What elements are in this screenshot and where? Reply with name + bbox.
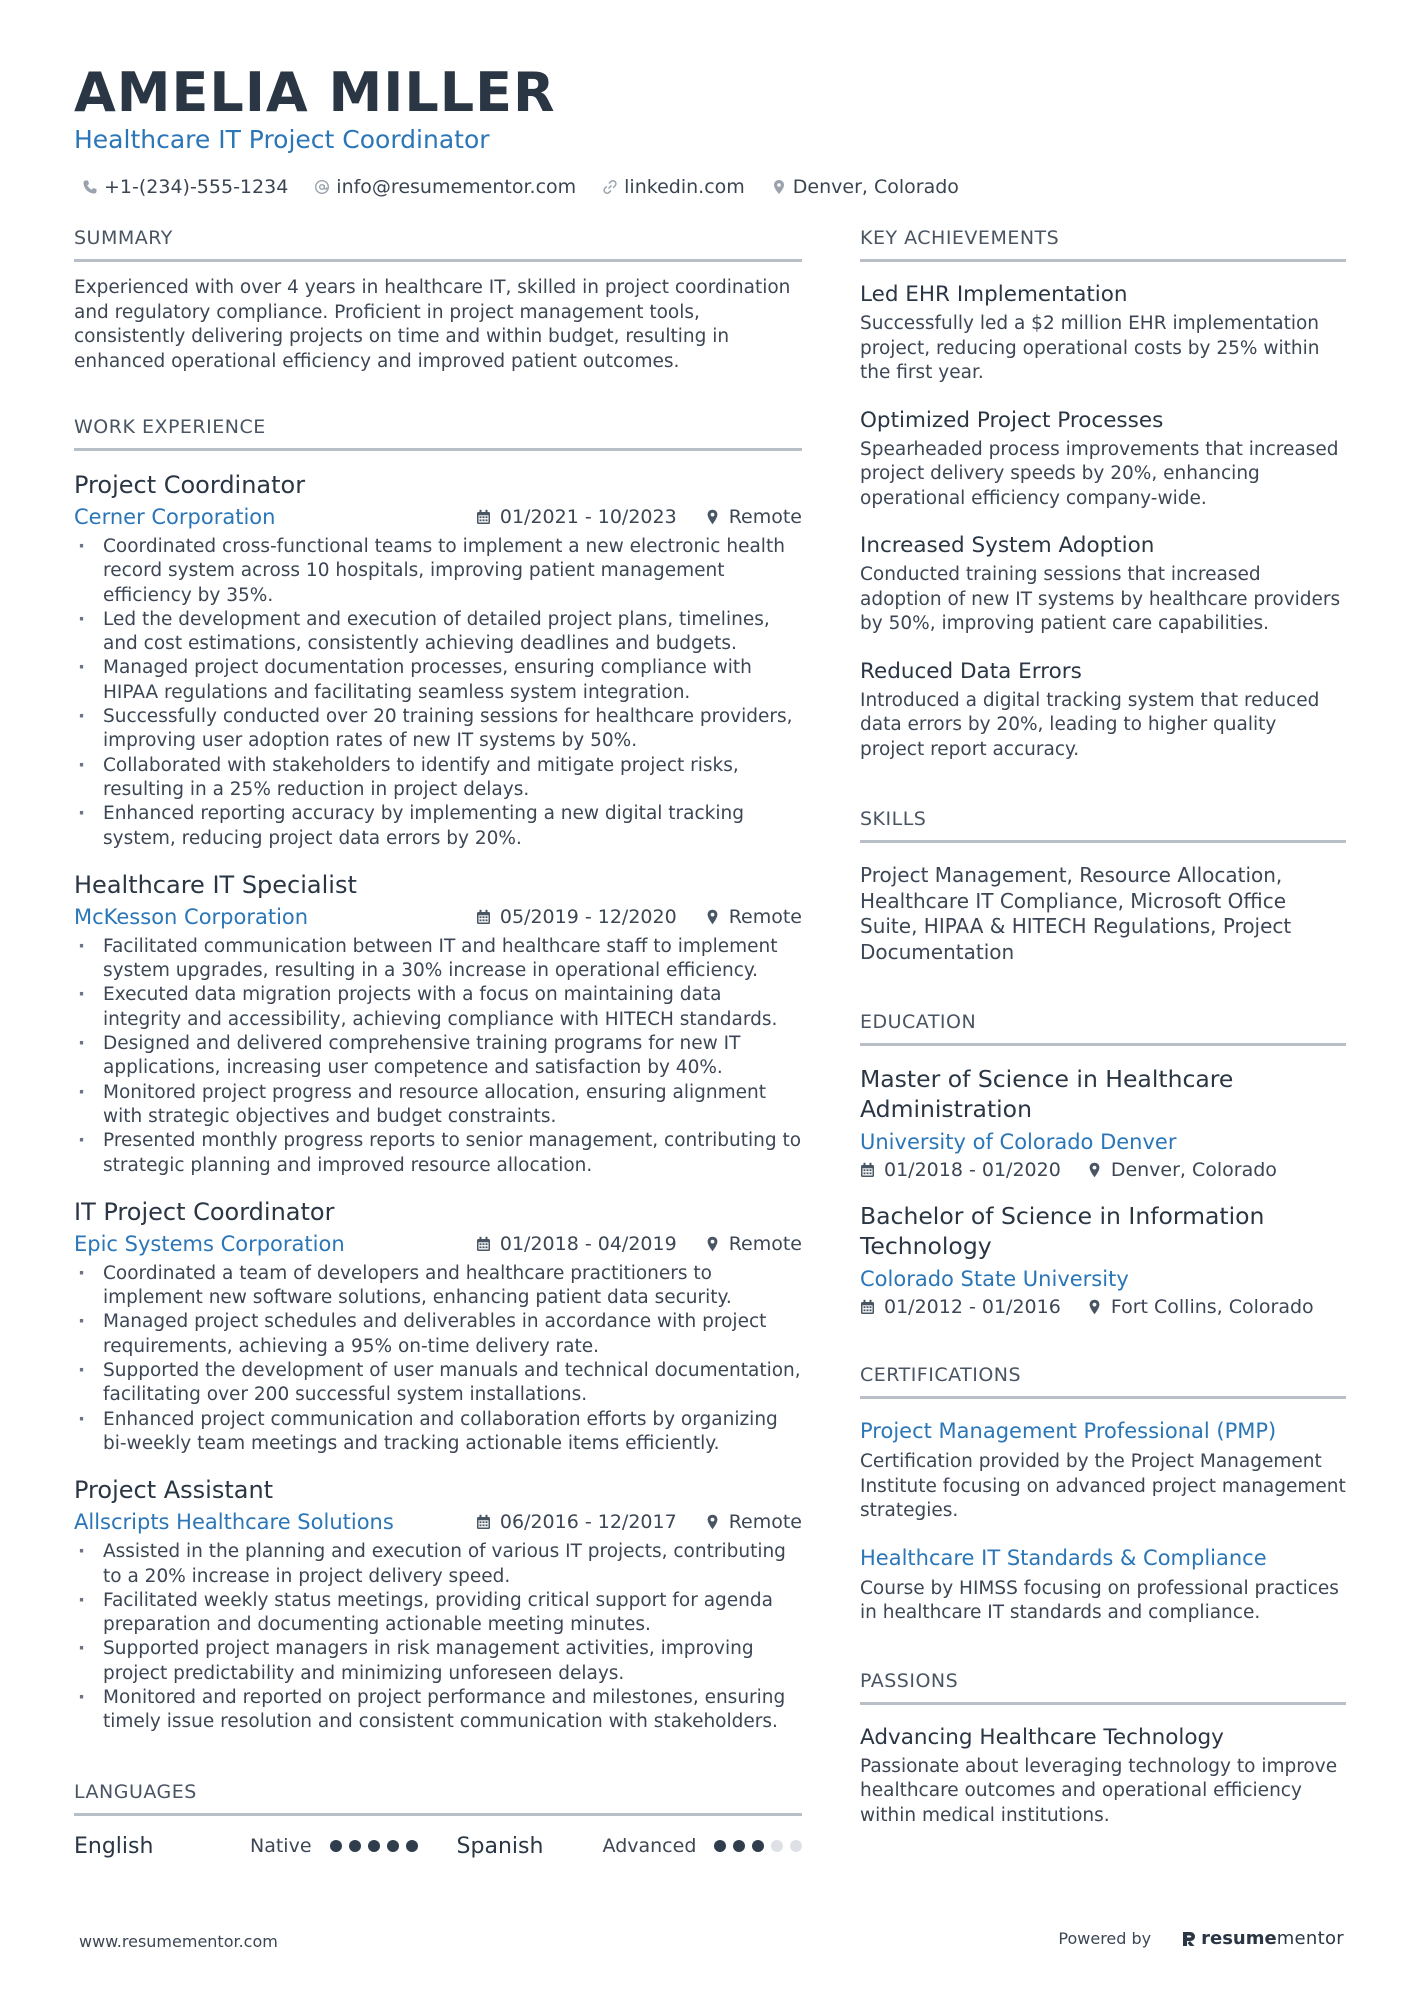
job-dates-text: 05/2019 - 12/2020 — [499, 905, 677, 928]
job-bullet: · Coordinated cross-functional teams to implement a new electronic health record system across 10 hospitals, improving patient management efficiency by 35%. — [74, 535, 802, 608]
phone-text: +1-(234)-555-1234 — [104, 176, 289, 198]
job-bullet: · Successfully conducted over 20 training sessions for healthcare providers, improving user adoption rates of new IT systems by 50%. — [74, 705, 802, 754]
achievement-title: Led EHR Implementation — [860, 282, 1128, 307]
job-meta-row — [74, 1508, 802, 1536]
job-location-text: Remote — [728, 905, 802, 928]
contact-bar — [82, 176, 1344, 198]
job-meta — [476, 1511, 802, 1533]
certification-list — [860, 1417, 1346, 1626]
company-name: McKesson Corporation — [74, 904, 309, 929]
job-bullet: · Executed data migration projects with a focus on maintaining data integrity and accessibility, achieving compliance with HITECH standards. — [74, 983, 802, 1032]
language-name: English — [74, 1833, 154, 1859]
education-location-text: Denver, Colorado — [1110, 1159, 1277, 1181]
education-location-text: Fort Collins, Colorado — [1110, 1296, 1314, 1318]
right-column — [860, 225, 1346, 1828]
job-list — [74, 469, 802, 1735]
job-dates — [476, 1233, 677, 1255]
job-meta-row — [74, 903, 802, 931]
passion-name: Advancing Healthcare Technology — [860, 1724, 1224, 1750]
job-bullet: · Assisted in the planning and execution of various IT projects, contributing to a 20% increase in project delivery speed. — [74, 1540, 802, 1589]
certifications-heading: CERTIFICATIONS — [860, 1362, 1346, 1399]
job-bullet: · Enhanced reporting accuracy by implementing a new digital tracking system, reducing project data errors by 20%. — [74, 802, 802, 851]
location-text: Denver, Colorado — [792, 176, 959, 198]
achievement-title: Reduced Data Errors — [860, 658, 1082, 684]
certification-name: Project Management Professional (PMP) — [860, 1419, 1277, 1443]
contact-linkedin — [602, 176, 745, 198]
calendar-icon — [476, 509, 491, 525]
job-meta — [476, 506, 802, 528]
job-dates-text: 01/2018 - 04/2019 — [499, 1232, 677, 1255]
certification-item — [860, 1544, 1346, 1626]
job-dates-text: 06/2016 - 12/2017 — [499, 1511, 677, 1534]
job-meta-row — [74, 1230, 802, 1258]
contact-phone — [82, 176, 288, 198]
degree-name: Bachelor of Science in Information Technology — [860, 1202, 1265, 1260]
proficiency-dot — [368, 1840, 380, 1852]
powered-by-label: Powered by — [1058, 1929, 1152, 1948]
location-pin-icon — [771, 179, 787, 195]
proficiency-dot — [349, 1840, 361, 1852]
contact-email — [314, 176, 576, 198]
job-bullet: · Presented monthly progress reports to senior management, contributing to strategic planning and improved resource allocation. — [74, 1129, 802, 1178]
calendar-icon — [860, 1299, 875, 1315]
proficiency-dots — [330, 1840, 425, 1852]
job-bullet: · Led the development and execution of detailed project plans, timelines, and cost estimations, consistently achieving deadlines and budgets. — [74, 608, 802, 657]
summary-text: Experienced with over 4 years in healthcare IT, skilled in project coordination and regulatory compliance. Proficient in project management tools, consistently delivering projects on time and within budget, resulting in enhanced operational efficiency and improved patient outcomes. — [74, 277, 791, 372]
job-bullet: · Supported project managers in risk management activities, improving project predictability and minimizing unforeseen delays. — [74, 1637, 802, 1686]
job-bullet: · Supported the development of user manuals and technical documentation, facilitating over 200 successful system installations. — [74, 1359, 802, 1408]
at-icon — [314, 179, 330, 195]
languages-heading: LANGUAGES — [74, 1779, 802, 1816]
location-pin-icon — [1087, 1162, 1102, 1178]
job-location-text: Remote — [728, 1511, 802, 1534]
job-bullet: · Monitored and reported on project performance and milestones, ensuring timely issue resolution and consistent communication with stakeholders. — [74, 1686, 802, 1735]
left-column — [74, 225, 802, 1859]
achievement-item — [860, 531, 1346, 637]
proficiency-dot — [733, 1840, 745, 1852]
job-entry — [74, 1196, 802, 1456]
calendar-icon — [476, 909, 491, 925]
location-pin-icon — [705, 1514, 720, 1530]
job-location — [705, 906, 802, 928]
job-meta — [476, 1233, 802, 1255]
job-bullet: · Designed and delivered comprehensive training programs for new IT applications, increasing user competence and satisfaction by 40%. — [74, 1032, 802, 1081]
job-title: Healthcare IT Specialist — [74, 870, 357, 899]
certification-item — [860, 1417, 1346, 1524]
language-name: Spanish — [456, 1833, 544, 1859]
company-name: Cerner Corporation — [74, 505, 276, 529]
certification-desc: Certification provided by the Project Management Institute focusing on advanced project management strategies. — [860, 1451, 1346, 1521]
job-bullet: · Enhanced project communication and collaboration efforts by organizing bi-weekly team meetings and tracking actionable items efficiently. — [74, 1408, 802, 1457]
job-bullet: · Collaborated with stakeholders to identify and mitigate project risks, resulting in a 25% reduction in project delays. — [74, 754, 802, 803]
calendar-icon — [476, 1514, 491, 1530]
education-heading: EDUCATION — [860, 1009, 1346, 1046]
job-bullet: · Facilitated weekly status meetings, providing critical support for agenda preparation and documenting actionable meeting minutes. — [74, 1589, 802, 1638]
achievement-list — [860, 280, 1346, 762]
work-experience-heading: WORK EXPERIENCE — [74, 414, 802, 451]
footer-branding — [1058, 1928, 1344, 1949]
education-item — [860, 1064, 1346, 1181]
passion-desc: Passionate about leveraging technology to improve healthcare outcomes and operational efficiency within medical institutions. — [860, 1755, 1338, 1826]
brand-part2: mentor — [1276, 1928, 1344, 1949]
education-dates — [860, 1159, 1061, 1181]
achievement-item — [860, 406, 1346, 512]
job-location-text: Remote — [728, 1232, 802, 1255]
proficiency-dot — [330, 1840, 342, 1852]
degree-name: Master of Science in Healthcare Administration — [860, 1065, 1234, 1123]
job-dates-text: 01/2021 - 10/2023 — [499, 506, 677, 528]
phone-icon — [82, 179, 98, 195]
school-name: University of Colorado Denver — [860, 1130, 1177, 1154]
proficiency-dot — [387, 1840, 399, 1852]
achievement-item — [860, 280, 1346, 386]
job-entry — [74, 869, 802, 1178]
language-level: Advanced — [602, 1835, 697, 1858]
proficiency-dot — [714, 1840, 726, 1852]
job-title: IT Project Coordinator — [74, 1197, 335, 1226]
achievement-title: Optimized Project Processes — [860, 407, 1164, 433]
candidate-role: Healthcare IT Project Coordinator — [74, 125, 490, 154]
linkedin-text: linkedin.com — [624, 176, 745, 198]
company-name: Allscripts Healthcare Solutions — [74, 1510, 394, 1535]
language-list — [74, 1834, 802, 1859]
job-location-text: Remote — [728, 506, 802, 528]
proficiency-dot — [790, 1840, 802, 1852]
job-dates — [476, 506, 677, 528]
proficiency-dot — [752, 1840, 764, 1852]
education-item — [860, 1201, 1346, 1318]
certification-desc: Course by HIMSS focusing on professional practices in healthcare IT standards and compliance. — [860, 1577, 1339, 1623]
job-bullets — [74, 1540, 802, 1734]
job-bullet: · Managed project documentation processes, ensuring compliance with HIPAA regulations and facilitating seamless system integration. — [74, 656, 802, 705]
job-dates — [476, 906, 677, 928]
location-pin-icon — [705, 909, 720, 925]
job-location — [705, 1511, 802, 1533]
passions-heading: PASSIONS — [860, 1668, 1346, 1705]
education-meta — [860, 1159, 1346, 1181]
job-bullets — [74, 535, 802, 851]
job-location — [705, 506, 802, 528]
achievement-desc: Introduced a digital tracking system that reduced data errors by 20%, leading to higher quality project report accuracy. — [860, 689, 1320, 760]
resume-header — [74, 62, 1344, 198]
company-name: Epic Systems Corporation — [74, 1231, 345, 1256]
education-meta — [860, 1296, 1346, 1318]
certification-name: Healthcare IT Standards & Compliance — [860, 1545, 1267, 1570]
location-pin-icon — [705, 509, 720, 525]
job-entry — [74, 469, 802, 851]
brand-logo[interactable] — [1181, 1928, 1344, 1949]
job-bullets — [74, 1262, 802, 1456]
job-meta-row — [74, 503, 802, 531]
resumementor-logo-icon — [1181, 1930, 1197, 1948]
job-title: Project Assistant — [74, 1476, 274, 1505]
job-entry — [74, 1474, 802, 1734]
proficiency-dot — [771, 1840, 783, 1852]
job-dates — [476, 1511, 677, 1533]
location-pin-icon — [1087, 1299, 1102, 1315]
brand-part1: resume — [1201, 1928, 1277, 1949]
language-item — [74, 1834, 425, 1859]
education-dates-text: 01/2018 - 01/2020 — [884, 1159, 1061, 1181]
job-bullet: · Coordinated a team of developers and healthcare practitioners to implement new software solutions, enhancing patient data security. — [74, 1262, 802, 1311]
contact-location — [771, 176, 959, 198]
achievements-heading: KEY ACHIEVEMENTS — [860, 225, 1346, 262]
job-bullets — [74, 935, 802, 1178]
job-bullet: · Monitored project progress and resource allocation, ensuring alignment with strategic objectives and budget constraints. — [74, 1081, 802, 1130]
language-item — [457, 1834, 810, 1859]
footer-website[interactable]: www.resumementor.com — [79, 1932, 278, 1951]
achievement-item — [860, 657, 1346, 763]
job-bullet: · Facilitated communication between IT and healthcare staff to implement system upgrades, resulting in a 30% increase in operational efficiency. — [74, 935, 802, 984]
education-location — [1087, 1296, 1314, 1318]
calendar-icon — [476, 1236, 491, 1252]
location-pin-icon — [705, 1236, 720, 1252]
job-location — [705, 1233, 802, 1255]
job-title: Project Coordinator — [74, 471, 306, 499]
achievement-desc: Successfully led a $2 million EHR implementation project, reducing operational costs by 25% within the first year. — [860, 313, 1320, 383]
passion-list — [860, 1723, 1346, 1829]
achievement-desc: Spearheaded process improvements that increased project delivery speeds by 20%, enhancing operational efficiency company-wide. — [860, 438, 1339, 509]
candidate-name: AMELIA MILLER — [74, 61, 556, 124]
proficiency-dot — [406, 1840, 418, 1852]
achievement-desc: Conducted training sessions that increased adoption of new IT systems by healthcare providers by 50%, improving patient care capabilities. — [860, 564, 1341, 634]
achievement-title: Increased System Adoption — [860, 533, 1155, 558]
calendar-icon — [860, 1162, 875, 1178]
link-icon — [602, 179, 618, 195]
language-level: Native — [250, 1835, 312, 1858]
education-dates-text: 01/2012 - 01/2016 — [884, 1296, 1061, 1318]
proficiency-dots — [714, 1840, 809, 1852]
skills-text: Project Management, Resource Allocation, Healthcare IT Compliance, Microsoft Office Suite, HIPAA & HITECH Regulations, Project Documentation — [860, 863, 1292, 964]
education-list — [860, 1064, 1346, 1318]
skills-heading: SKILLS — [860, 806, 1346, 843]
job-bullet: · Managed project schedules and deliverables in accordance with project requirements, achieving a 95% on-time delivery rate. — [74, 1310, 802, 1359]
education-location — [1087, 1159, 1277, 1181]
school-name: Colorado State University — [860, 1267, 1129, 1291]
passion-item — [860, 1723, 1346, 1829]
job-meta — [476, 906, 802, 928]
summary-heading: SUMMARY — [74, 225, 802, 262]
education-dates — [860, 1296, 1061, 1318]
email-text: info@resumementor.com — [336, 176, 577, 198]
